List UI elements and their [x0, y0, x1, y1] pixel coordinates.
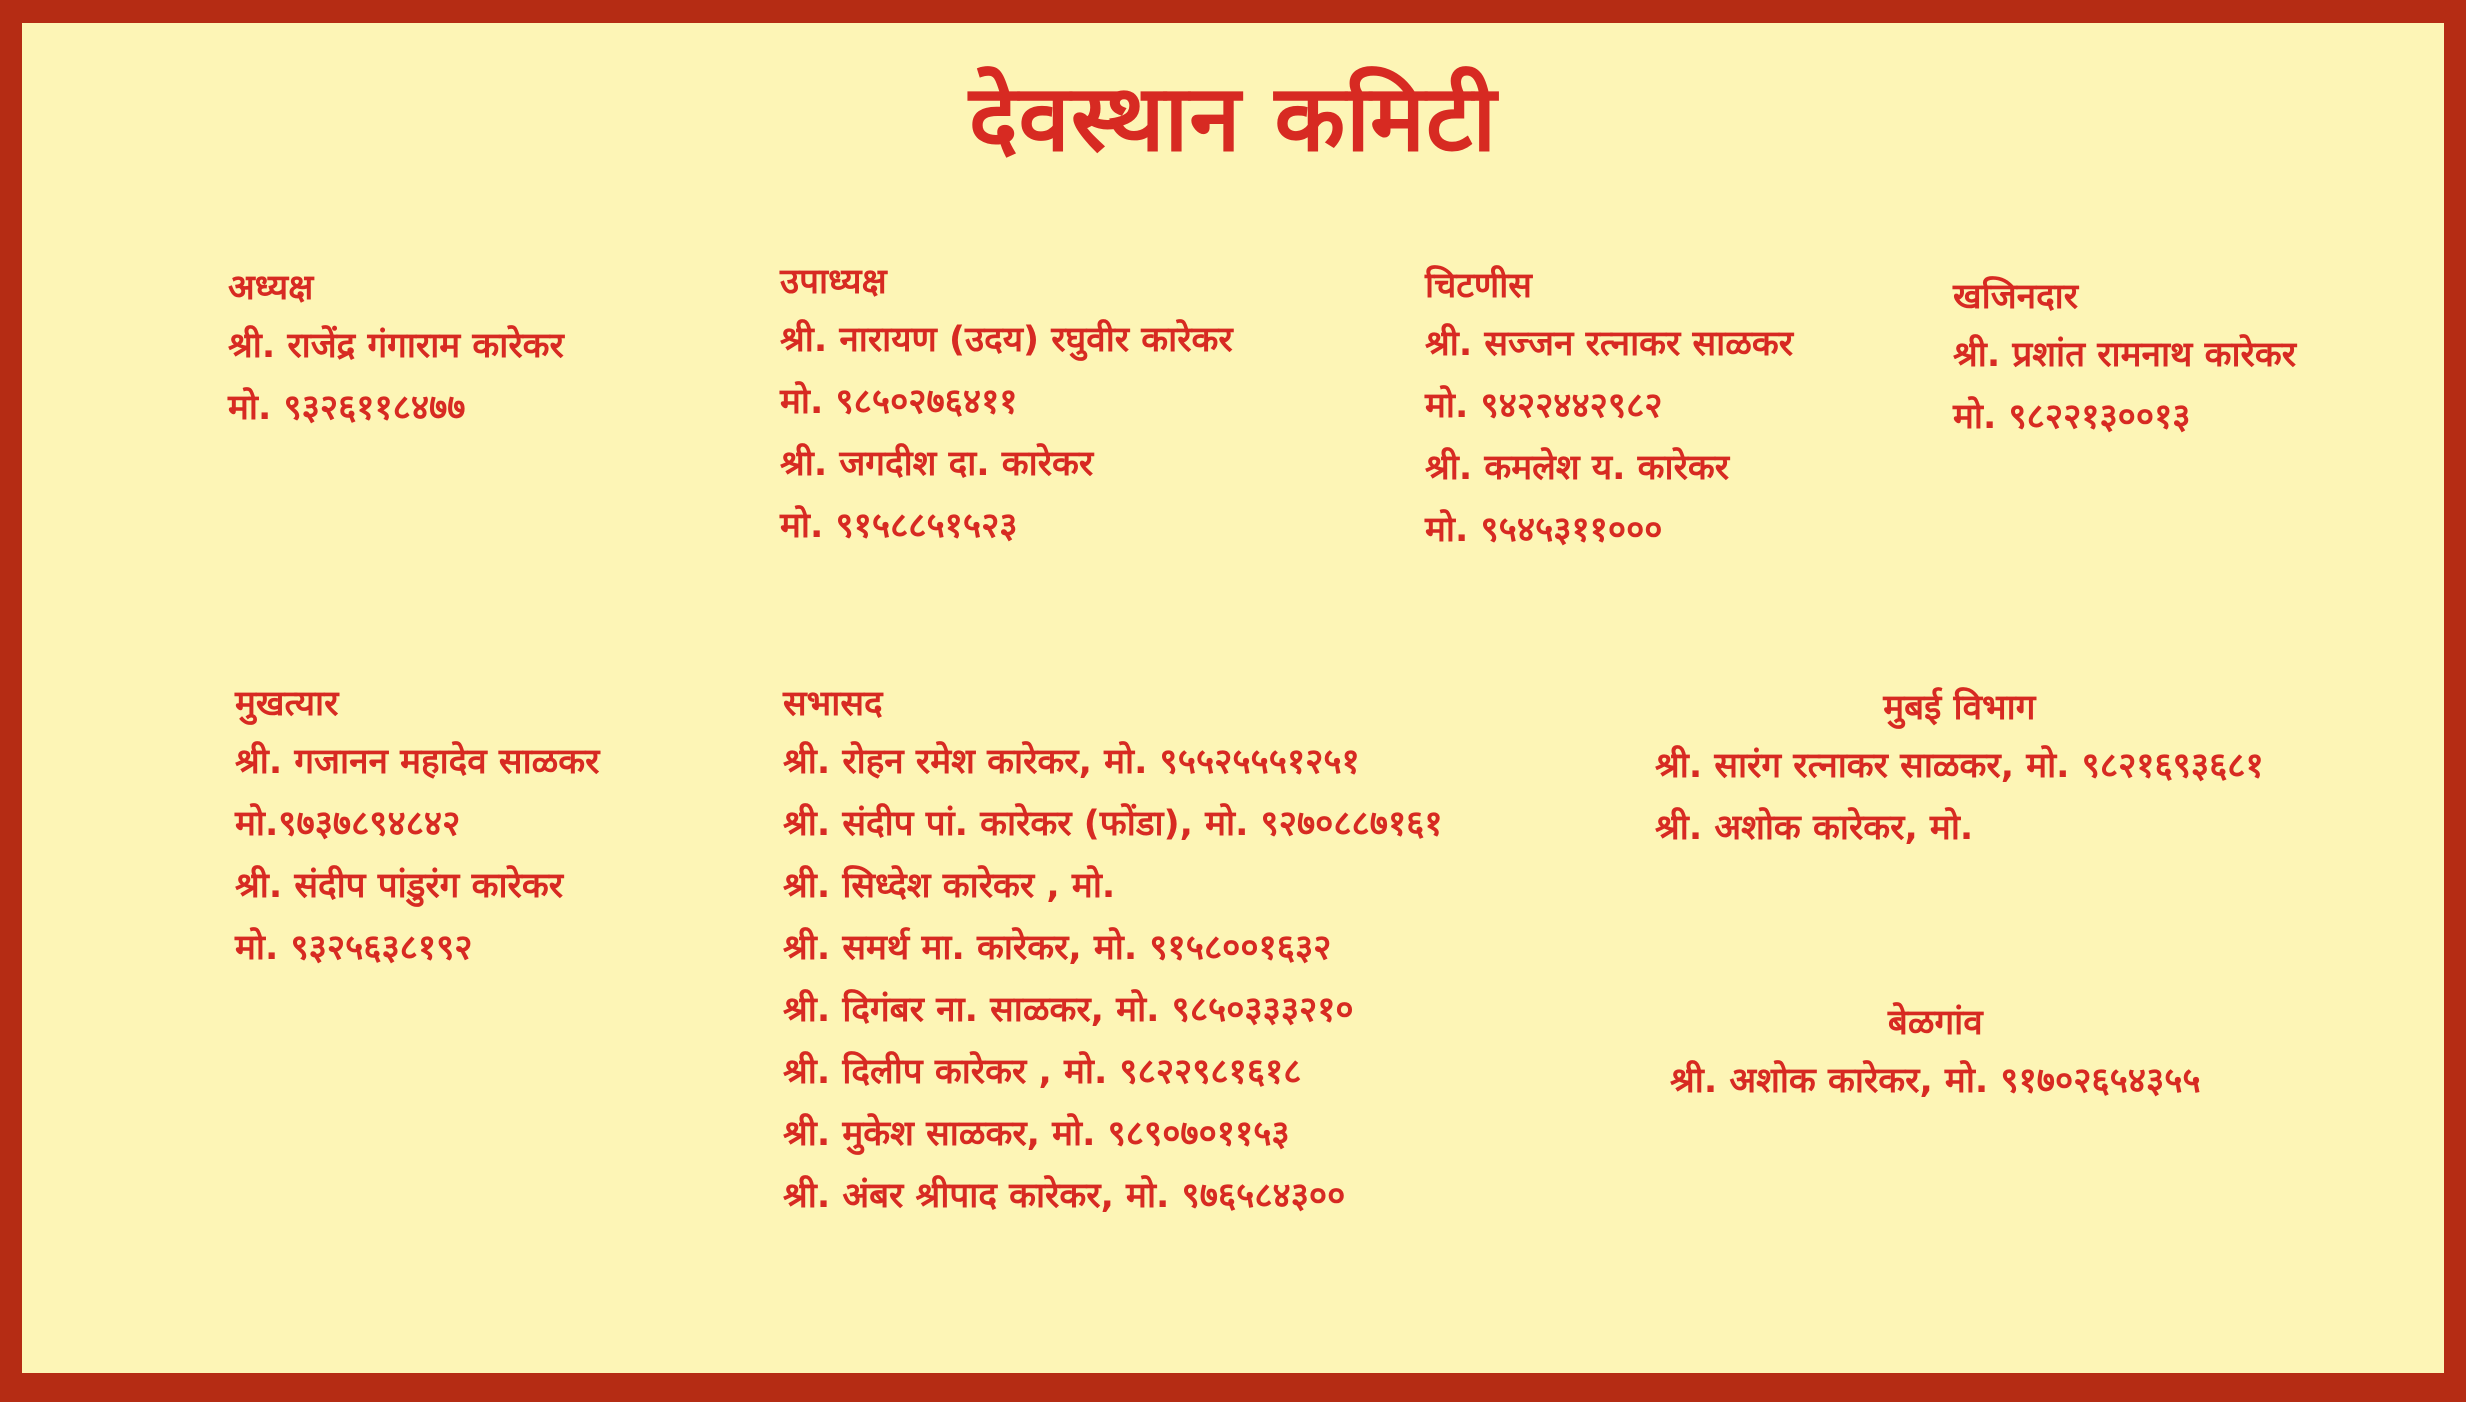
member-phone: मो.९७३७८९४८४२ [235, 804, 461, 844]
section-khajindar [1953, 277, 2296, 459]
section-heading: मुखत्यार [235, 684, 339, 724]
member-phone: मो. ९३२६११८४७७ [228, 388, 466, 428]
page-title: देवस्थान कमिटी [968, 65, 1498, 172]
member-line: श्री. अशोक कारेकर, मो. [1655, 808, 1974, 848]
member-name: श्री. प्रशांत रामनाथ कारेकर [1953, 335, 2297, 375]
member-line: श्री. अंबर श्रीपाद कारेकर, मो. ९७६५८४३०० [783, 1176, 1346, 1216]
section-mumbai [1655, 688, 2264, 870]
member-line: श्री. सिध्देश कारेकर , मो. [783, 866, 1116, 906]
section-heading: चिटणीस [1425, 266, 1532, 306]
section-heading: बेळगांव [1887, 1003, 1983, 1043]
member-line: श्री. दिलीप कारेकर , मो. ९८२२९८१६१८ [783, 1052, 1302, 1092]
member-name: श्री. नारायण (उदय) रघुवीर कारेकर [780, 320, 1233, 360]
section-heading: सभासद [783, 684, 883, 724]
member-line: श्री. संदीप पां. कारेकर (फोंडा), मो. ९२७०८८७१६१ [783, 804, 1443, 844]
member-phone: मो. ९८२२१३००१३ [1953, 397, 2191, 437]
section-sabhasad [783, 684, 1443, 1238]
member-phone: मो. ९१५८८५१५२३ [780, 506, 1018, 546]
section-heading: अध्यक्ष [228, 268, 314, 308]
section-chitnis [1425, 266, 1793, 572]
section-mukhtyar [235, 684, 599, 990]
member-name: श्री. राजेंद्र गंगाराम कारेकर [228, 326, 564, 366]
member-phone: मो. ९५४५३११००० [1425, 510, 1663, 550]
section-heading: खजिनदार [1953, 277, 2079, 317]
section-upadhyaksha [780, 262, 1233, 568]
section-heading: उपाध्यक्ष [780, 262, 887, 302]
member-name: श्री. सज्जन रत्नाकर साळकर [1425, 324, 1794, 364]
member-name: श्री. गजानन महादेव साळकर [235, 742, 600, 782]
section-belgaon [1670, 1003, 2201, 1123]
member-line: श्री. समर्थ मा. कारेकर, मो. ९१५८००१६३२ [783, 928, 1332, 968]
member-phone: मो. ९८५०२७६४११ [780, 382, 1018, 422]
section-adhyaksha [228, 268, 564, 450]
member-phone: मो. ९४२२४४२९८२ [1425, 386, 1663, 426]
member-line: श्री. मुकेश साळकर, मो. ९८९०७०११५३ [783, 1114, 1290, 1154]
member-phone: मो. ९३२५६३८१९२ [235, 928, 473, 968]
section-heading: मुबई विभाग [1883, 688, 2036, 728]
member-line: श्री. दिगंबर ना. साळकर, मो. ९८५०३३३२१० [783, 990, 1354, 1030]
member-line: श्री. सारंग रत्नाकर साळकर, मो. ९८२१६९३६८१ [1655, 746, 2264, 786]
member-line: श्री. अशोक कारेकर, मो. ९१७०२६५४३५५ [1670, 1061, 2201, 1101]
member-name: श्री. जगदीश दा. कारेकर [780, 444, 1094, 484]
member-name: श्री. कमलेश य. कारेकर [1425, 448, 1730, 488]
member-name: श्री. संदीप पांडुरंग कारेकर [235, 866, 564, 906]
member-line: श्री. रोहन रमेश कारेकर, मो. ९५५२५५५१२५१ [783, 742, 1360, 782]
